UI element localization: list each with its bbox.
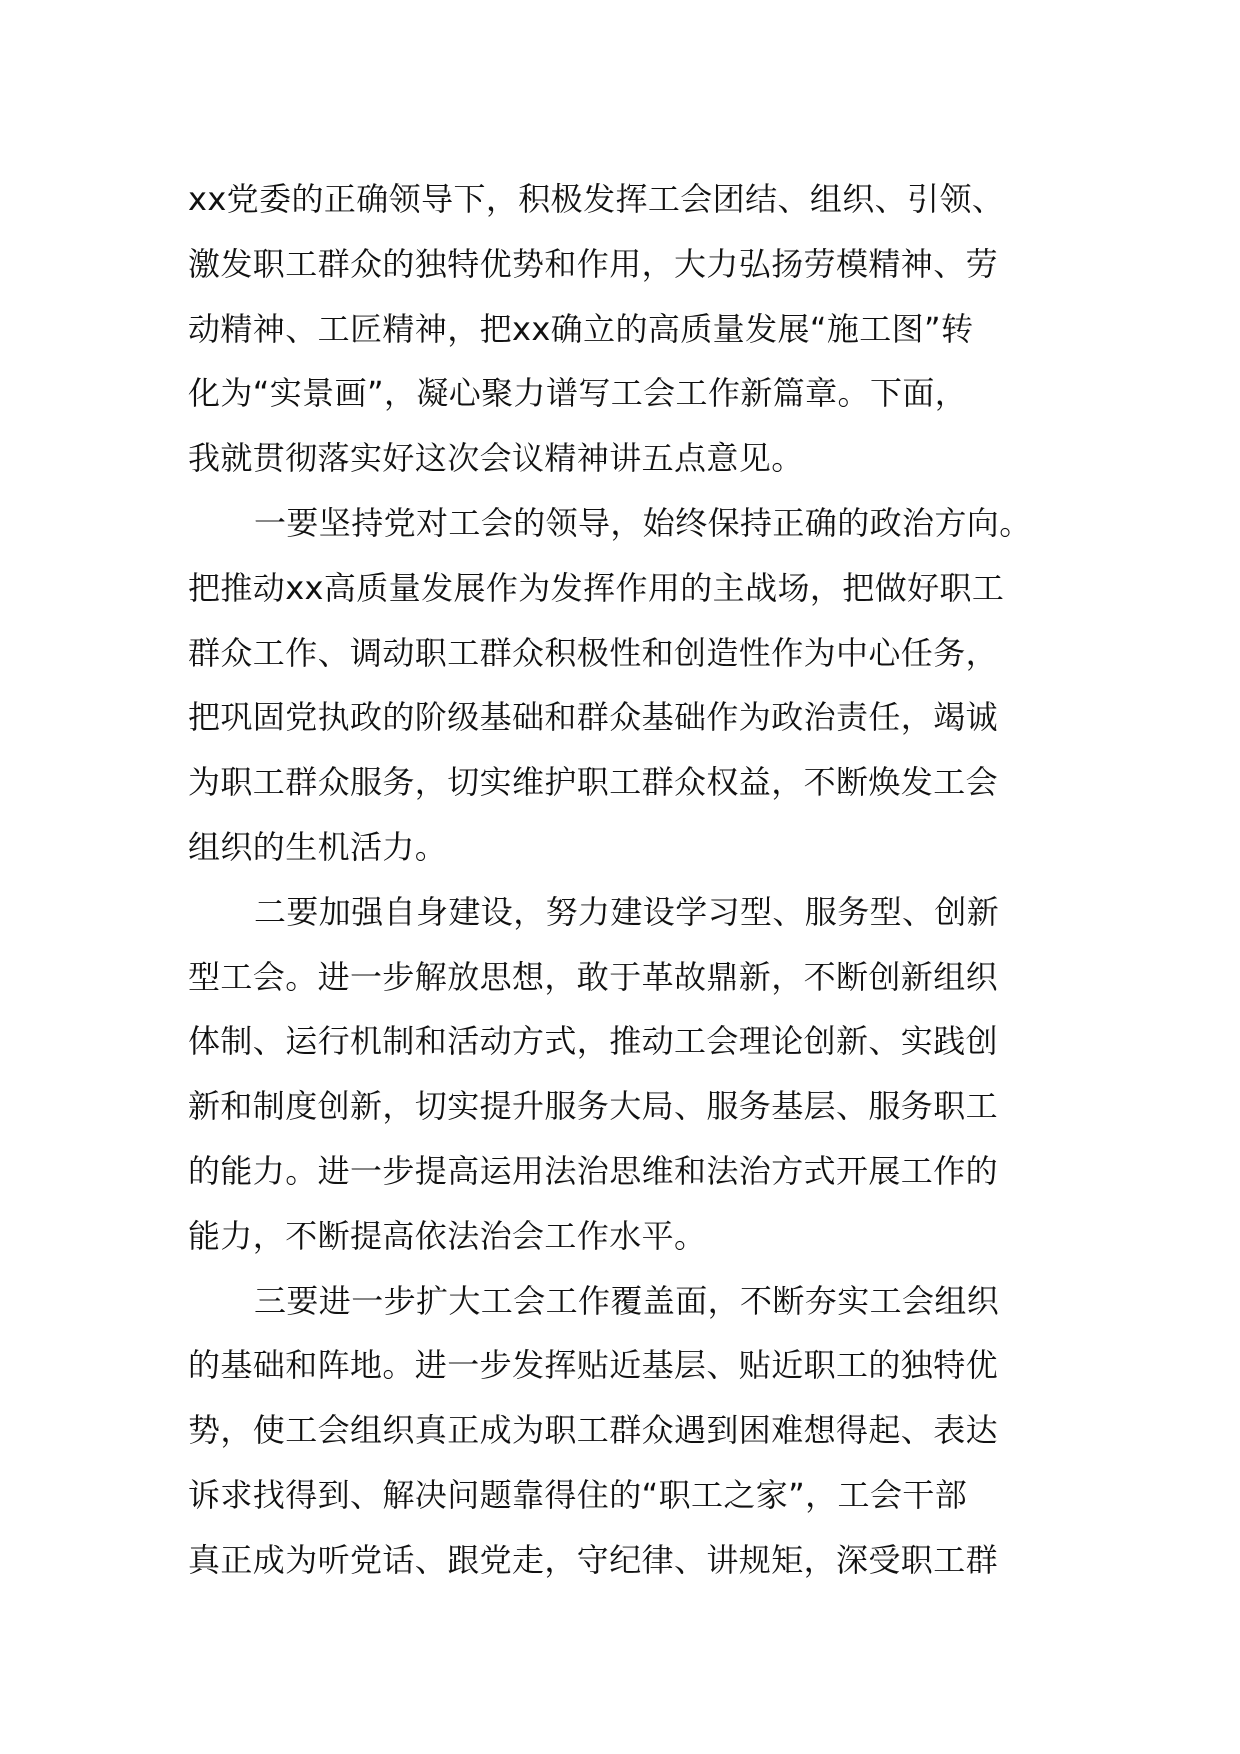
text-line: 的能力。进一步提高运用法治思维和法治方式开展工作的 xyxy=(188,1151,999,1190)
text-line: 能力，不断提高依法治会工作水平。 xyxy=(188,1216,707,1255)
text-line: 的基础和阵地。进一步发挥贴近基层、贴近职工的独特优 xyxy=(188,1346,999,1385)
text-line: 组织的生机活力。 xyxy=(188,827,448,866)
text-line: 诉求找得到、解决问题靠得住的“职工之家”，工会干部 xyxy=(188,1475,968,1514)
document-body xyxy=(188,167,1078,1593)
text-line: 动精神、工匠精神，把xx确立的高质量发展“施工图”转 xyxy=(188,309,974,348)
paragraph-first-line: 一要坚持党对工会的领导，始终保持正确的政治方向。 xyxy=(254,503,1032,542)
text-line: 新和制度创新，切实提升服务大局、服务基层、服务职工 xyxy=(188,1087,999,1126)
text-line: 化为“实景画”，凝心聚力谱写工会工作新篇章。下面， xyxy=(188,374,968,413)
text-line: 激发职工群众的独特优势和作用，大力弘扬劳模精神、劳 xyxy=(188,244,999,283)
text-line: 我就贯彻落实好这次会议精神讲五点意见。 xyxy=(188,439,804,478)
text-line: 真正成为听党话、跟党走，守纪律、讲规矩，深受职工群 xyxy=(188,1540,999,1579)
text-line: 把巩固党执政的阶级基础和群众基础作为政治责任，竭诚 xyxy=(188,698,999,737)
text-line: 势，使工会组织真正成为职工群众遇到困难想得起、表达 xyxy=(188,1411,999,1450)
text-line: 把推动xx高质量发展作为发挥作用的主战场，把做好职工 xyxy=(188,568,1005,607)
text-line: 体制、运行机制和活动方式，推动工会理论创新、实践创 xyxy=(188,1022,999,1061)
paragraph-first-line: 三要进一步扩大工会工作覆盖面，不断夯实工会组织 xyxy=(254,1281,1000,1320)
paragraph-first-line: 二要加强自身建设，努力建设学习型、服务型、创新 xyxy=(254,892,1000,931)
text-line: 为职工群众服务，切实维护职工群众权益，不断焕发工会 xyxy=(188,763,999,802)
text-line: 型工会。进一步解放思想，敢于革故鼎新，不断创新组织 xyxy=(188,957,999,996)
text-line: xx党委的正确领导下，积极发挥工会团结、组织、引领、 xyxy=(188,180,1005,218)
text-line: 群众工作、调动职工群众积极性和创造性作为中心任务， xyxy=(188,633,999,672)
